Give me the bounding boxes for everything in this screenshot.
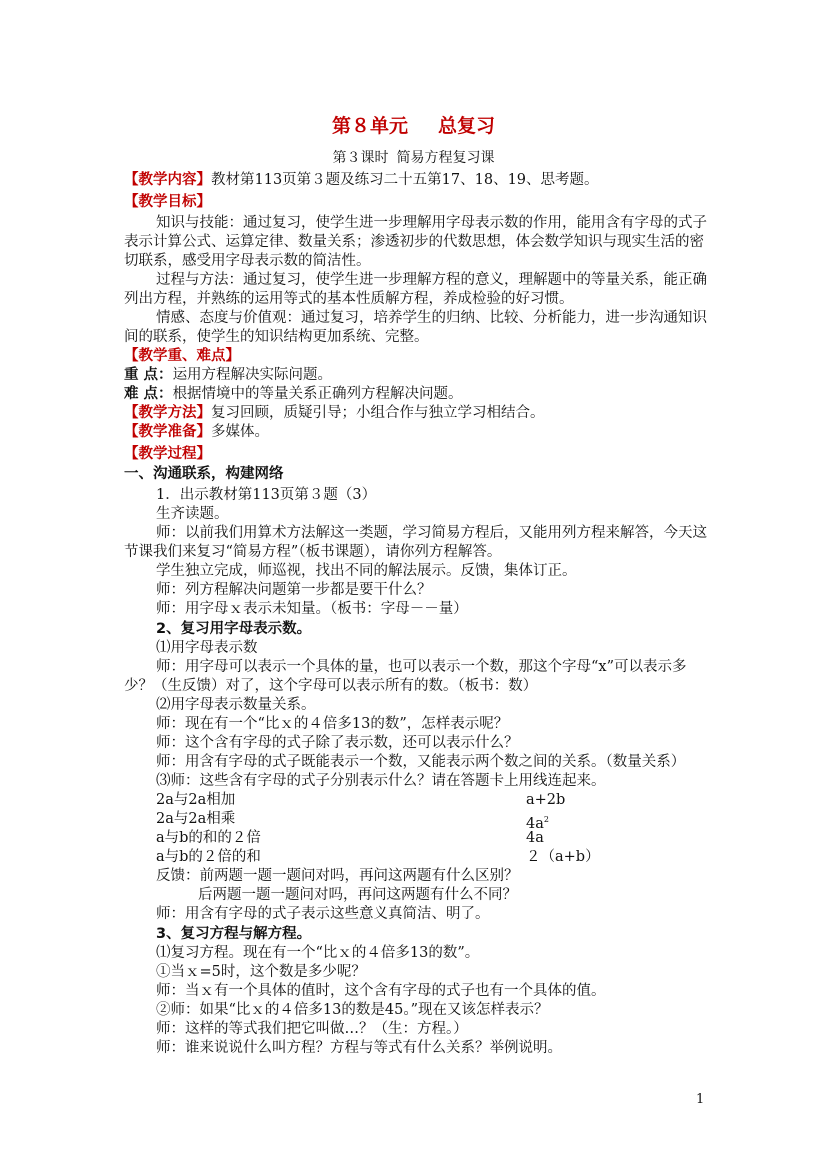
match-row [156,810,549,832]
process-text: ⑴复习方程。现在有一个“比ｘ的４倍多13的数”。 [156,945,480,961]
lesson-number: 第３课时 [332,150,389,166]
match-left: 2a与2a相加 [156,792,236,808]
match-left: a与b的和的２倍 [156,830,261,846]
page-number: 1 [696,1092,705,1107]
section-heading: 3、复习方程与解方程。 [156,926,312,942]
content-line [124,171,599,190]
goal-text: 过程与方法：通过复习，使学生进一步理解方程的意义，理解题中的等量关系，能正确 [156,272,707,288]
keypoints-label: 【教学重、难点】 [124,348,240,364]
key-point-label: 重 点： [124,367,173,383]
key-point-text: 运用方程解决实际问题。 [172,367,333,383]
process-text: 师：当ｘ有一个具体的值时，这个含有字母的式子也有一个具体的值。 [156,983,606,999]
goal-text: 表示计算公式、运算定律、数量关系；渗透初步的代数思想，体会数学知识与现实生活的密 [124,234,704,250]
difficulty-text: 根据情境中的等量关系正确列方程解决问题。 [172,386,463,402]
match-row [156,791,566,810]
title-name: 总复习 [438,115,496,137]
lesson-name: 简易方程复习课 [396,150,495,166]
goal-text: 情感、态度与价值观：通过复习，培养学生的归纳、比较、分析能力，进一步沟通知识 [156,310,707,326]
process-text: ⑶师：这些含有字母的式子分别表示什么？请在答题卡上用线连起来。 [156,773,606,789]
difficulty-line [124,385,463,404]
process-text: 1．出示教材第113页第３题（3） [156,487,377,503]
content-text: 教材第113页第３题及练习二十五第17、18、19、思考题。 [211,172,599,188]
content-label: 【教学内容】 [124,172,211,188]
lesson-subtitle [0,147,827,167]
match-right: a+2b [526,792,566,808]
method-line [124,404,545,423]
match-row [156,829,544,848]
method-label: 【教学方法】 [124,405,211,421]
match-right: 4a [526,830,544,846]
page-title [0,111,827,138]
exponent: 2 [543,815,549,824]
prep-label: 【教学准备】 [124,424,211,440]
process-label: 【教学过程】 [124,446,211,462]
key-point-line [124,366,332,385]
process-text: 师：列方程解决问题第一步都是要干什么？ [156,582,432,598]
unit-label: 第８单元 [331,115,408,137]
process-text: 节课我们来复习“简易方程”（板书课题），请你列方程解答。 [124,544,502,560]
difficulty-label: 难 点： [124,386,173,402]
prep-line [124,423,269,442]
process-text: ⑴用字母表示数 [156,640,258,656]
match-left: 2a与2a相乘 [156,811,236,827]
match-right: ２（a+b） [526,849,600,865]
goal-text: 切联系，感受用字母表示数的简洁性。 [124,253,371,269]
process-text: ⑵用字母表示数量关系。 [156,697,316,713]
process-text: 少？（生反馈）对了，这个字母可以表示所有的数。（板书：数） [124,678,538,694]
process-text: 师：现在有一个“比ｘ的４倍多13的数”，怎样表示呢？ [156,716,509,732]
process-text: 师：用含有字母的式子表示这些意义真简洁、明了。 [156,906,490,922]
match-row [156,848,600,867]
process-text: 师：用字母可以表示一个具体的量，也可以表示一个数，那这个字母“x”可以表示多 [156,659,687,675]
goal-text: 列出方程，并熟练的运用等式的基本性质解方程，养成检验的好习惯。 [124,291,574,307]
process-text: 师：这样的等式我们把它叫做…？（生：方程。） [156,1021,468,1037]
process-text: ②师：如果“比ｘ的４倍多13的数是45。”现在又该怎样表示？ [156,1002,549,1018]
process-text: 师：用字母ｘ表示未知量。（板书：字母－－量） [156,601,468,617]
method-text: 复习回顾，质疑引导；小组合作与独立学习相结合。 [211,405,545,421]
section-heading: 一、沟通联系，构建网络 [124,466,284,482]
match-left: a与b的２倍的和 [156,849,261,865]
section-heading: 2、复习用字母表示数。 [156,621,312,637]
goal-text: 知识与技能：通过复习，使学生进一步理解用字母表示数的作用，能用含有字母的式子 [156,215,707,231]
process-text: ①当ｘ=5时，这个数是多少呢？ [156,964,366,980]
process-text: 生齐读题。 [156,506,229,522]
prep-text: 多媒体。 [211,424,269,440]
process-text: 后两题一题一题问对吗，再问这两题有什么不同？ [198,887,517,903]
process-text: 反馈：前两题一题一题问对吗，再问这两题有什么区别？ [156,868,519,884]
goals-label: 【教学目标】 [124,194,211,210]
match-right: 4a [526,815,544,832]
process-text: 师：这个含有字母的式子除了表示数，还可以表示什么？ [156,735,519,751]
process-text: 师：以前我们用算术方法解这一类题，学习简易方程后，又能用列方程来解答，今天这 [156,525,707,541]
process-text: 师：用含有字母的式子既能表示一个数，又能表示两个数之间的关系。（数量关系） [156,754,686,770]
process-text: 师：谁来说说什么叫方程？方程与等式有什么关系？举例说明。 [156,1040,562,1056]
goal-text: 间的联系，使学生的知识结构更加系统、完整。 [124,329,429,345]
process-text: 学生独立完成，师巡视，找出不同的解法展示。反馈，集体订正。 [156,563,577,579]
